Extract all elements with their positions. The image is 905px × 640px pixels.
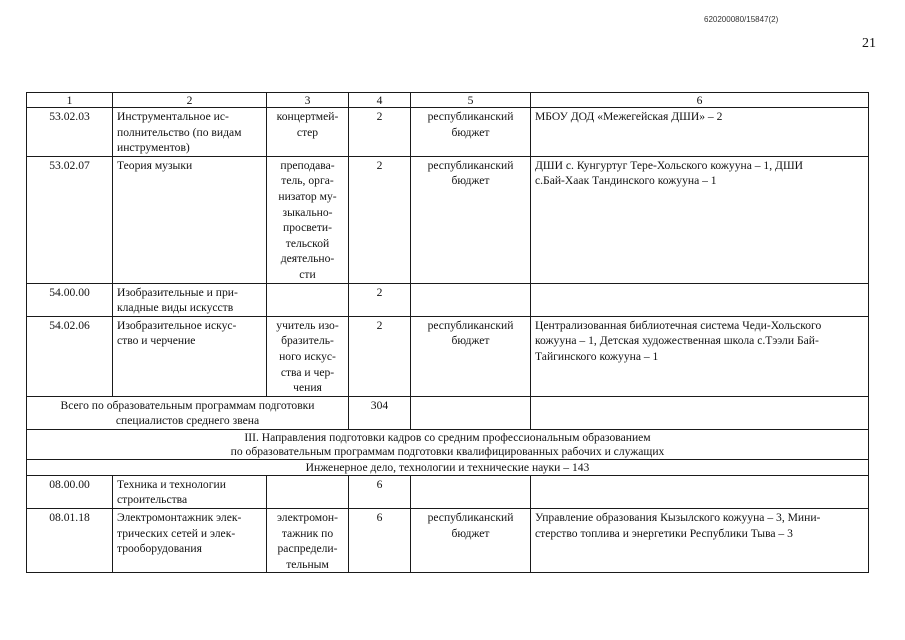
qualification: преподава- тель, орга- низатор му- зыкально- просвети- тельской деятельно- сти <box>267 156 349 283</box>
organization <box>531 283 869 316</box>
program-name: Техника и технологии строительства <box>113 475 267 508</box>
program-code: 53.02.03 <box>27 108 113 157</box>
organization <box>531 396 869 429</box>
organization: МБОУ ДОД «Межегейская ДШИ» – 2 <box>531 108 869 157</box>
total-row <box>27 396 869 429</box>
program-name: Электромонтажник элек- трических сетей и элек- трооборудования <box>113 509 267 573</box>
subsection-heading-row <box>27 459 869 475</box>
seat-count: 2 <box>349 316 411 396</box>
program-code: 08.01.18 <box>27 509 113 573</box>
qualification <box>267 283 349 316</box>
budget-source: республиканский бюджет <box>411 156 531 283</box>
subsection-heading: Инженерное дело, технологии и технические науки – 143 <box>27 459 869 475</box>
table-row <box>27 283 869 316</box>
program-code: 54.00.00 <box>27 283 113 316</box>
column-number: 2 <box>113 93 267 108</box>
budget-source <box>411 475 531 508</box>
program-code: 53.02.07 <box>27 156 113 283</box>
program-code: 54.02.06 <box>27 316 113 396</box>
budget-source <box>411 396 531 429</box>
organization: Управление образования Кызылского кожууна – 3, Мини- стерство топлива и энергетики Республики Тыва – 3 <box>531 509 869 573</box>
table-row <box>27 509 869 573</box>
programs-table <box>26 92 869 573</box>
column-number: 3 <box>267 93 349 108</box>
column-number-row <box>27 93 869 108</box>
program-name: Изобразительные и при- кладные виды искусств <box>113 283 267 316</box>
seat-count: 2 <box>349 283 411 316</box>
qualification: электромон- тажник по распредели- тельным <box>267 509 349 573</box>
seat-count: 6 <box>349 475 411 508</box>
seat-count: 6 <box>349 509 411 573</box>
page-number: 21 <box>862 36 876 51</box>
program-name: Изобразительное искус- ство и черчение <box>113 316 267 396</box>
column-number: 5 <box>411 93 531 108</box>
seat-count: 2 <box>349 108 411 157</box>
program-name: Инструментальное ис- полнительство (по видам инструментов) <box>113 108 267 157</box>
table-row <box>27 316 869 396</box>
table-row <box>27 475 869 508</box>
program-code: 08.00.00 <box>27 475 113 508</box>
seat-count: 2 <box>349 156 411 283</box>
organization: Централизованная библиотечная система Чеди-Хольского кожууна – 1, Детская художественная школа с.Тээли Бай- Тайгинского кожууна – 1 <box>531 316 869 396</box>
table-row <box>27 108 869 157</box>
budget-source: республиканский бюджет <box>411 509 531 573</box>
column-number: 4 <box>349 93 411 108</box>
total-label: Всего по образовательным программам подготовки специалистов среднего звена <box>27 396 349 429</box>
total-count: 304 <box>349 396 411 429</box>
document-id: 620200080/15847(2) <box>704 15 779 24</box>
program-name: Теория музыки <box>113 156 267 283</box>
table-row <box>27 156 869 283</box>
organization: ДШИ с. Кунгуртуг Тере-Хольского кожууна – 1, ДШИ с.Бай-Хаак Тандинского кожууна – 1 <box>531 156 869 283</box>
section-heading: III. Направления подготовки кадров со средним профессиональным образованием по образовательным программам подготовки квалифицированных рабочих и служащих <box>27 429 869 459</box>
budget-source: республиканский бюджет <box>411 316 531 396</box>
organization <box>531 475 869 508</box>
qualification: концертмей- стер <box>267 108 349 157</box>
qualification <box>267 475 349 508</box>
column-number: 6 <box>531 93 869 108</box>
budget-source <box>411 283 531 316</box>
qualification: учитель изо- бразитель- ного искус- ства и чер- чения <box>267 316 349 396</box>
budget-source: республиканский бюджет <box>411 108 531 157</box>
column-number: 1 <box>27 93 113 108</box>
section-heading-row <box>27 429 869 459</box>
